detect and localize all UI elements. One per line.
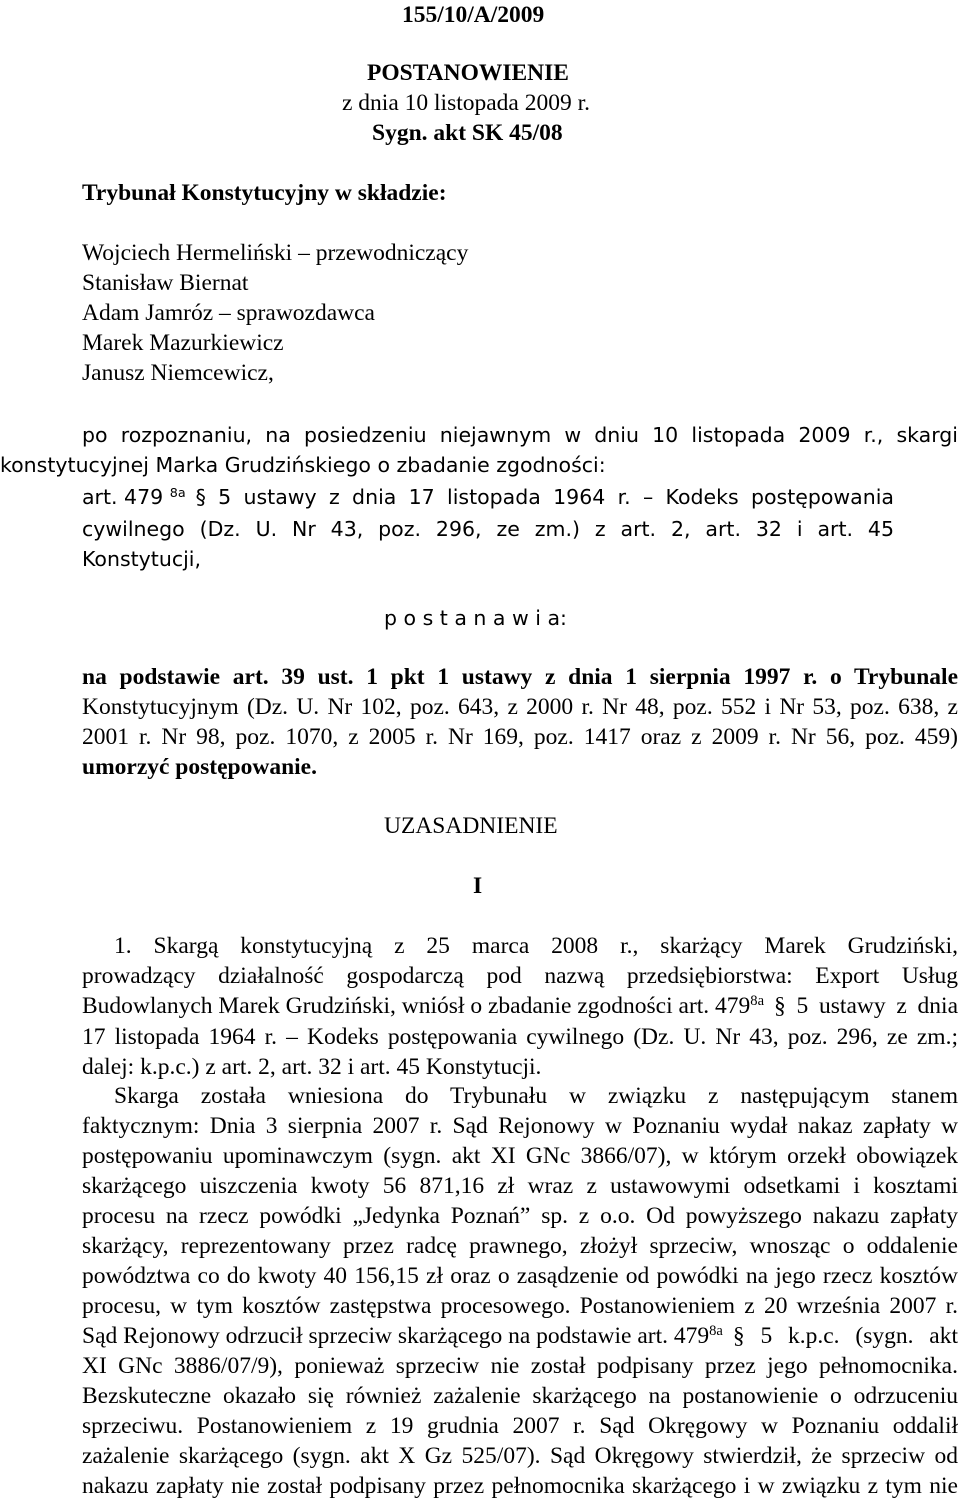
bench-member: Janusz Niemcewicz, <box>82 360 274 386</box>
section-number: I <box>473 873 483 899</box>
paragraph-line: XI GNc 3886/07/9), ponieważ sprzeciw nie został podpisany przez jego pełnomocnika. <box>82 1353 958 1379</box>
paragraph-line-with-superscript <box>82 1323 958 1350</box>
decision-conclusion: umorzyć postępowanie. <box>82 754 317 780</box>
paragraph-line: postępowaniu upominawczym (sygn. akt XI GNc 3866/07), w którym orzekł obowiązek <box>82 1143 958 1169</box>
paragraph-line: powództwa co do kwoty 40 156,15 zł oraz o zasądzenie od powódki na jego rzecz kosztów <box>82 1263 958 1289</box>
decision-line: na podstawie art. 39 ust. 1 pkt 1 ustawy z dnia 1 sierpnia 1997 r. o Trybunale <box>82 664 958 690</box>
paragraph-line: 17 listopada 1964 r. – Kodeks postępowania cywilnego (Dz. U. Nr 43, poz. 296, ze zm.; <box>82 1024 958 1050</box>
bench-member: Stanisław Biernat <box>82 270 249 296</box>
paragraph-line: procesu, w tym kosztów zastępstwa procesowego. Postanowieniem z 20 września 2007 r. <box>82 1293 958 1319</box>
consideration-line: po rozpoznaniu, na posiedzeniu niejawnym w dniu 10 listopada 2009 r., skargi <box>82 423 958 447</box>
article-reference: Budowlanych Marek Grudziński, wniósł o zbadanie zgodności art. $479^{8a}$ <box>82 993 765 1019</box>
case-reference: 155/10/A/2009 <box>402 2 545 28</box>
paragraph-line: faktycznym: Dnia 3 sierpnia 2007 r. Sąd Rejonowy w Poznaniu wydał nakaz zapłaty w <box>82 1113 958 1139</box>
paragraph-line: sprzeciwu. Postanowieniem z 19 grudnia 2007 r. Sąd Okręgowy w Poznaniu oddalił <box>82 1413 958 1439</box>
justification-heading: UZASADNIENIE <box>384 813 558 839</box>
paragraph-line: skarżącego uiszczenia kwoty 56 871,16 zł wraz z ustawowymi odsetkami i kosztami <box>82 1173 958 1199</box>
bench-member: Marek Mazurkiewicz <box>82 330 284 356</box>
consideration-article-line <box>82 485 894 509</box>
article-continuation: § 5 ustawy z dnia 17 listopada 1964 r. – Kodeks postępowania <box>195 485 894 509</box>
paragraph-line: procesu na rzecz powódki „Jedynka Poznań” sp. z o.o. Od powyższego nakazu zapłaty <box>82 1203 958 1229</box>
paragraph-line: Bezskuteczne okazało się również zażalenie skarżącego na postanowienie o odrzuceniu <box>82 1383 958 1409</box>
paragraph-line: nakazu zapłaty nie został podpisany przez pełnomocnika skarżącego i w związku z tym nie <box>82 1473 958 1499</box>
bench-member: Adam Jamróz – sprawozdawca <box>82 300 375 326</box>
article-continuation: § 5 k.p.c. (sygn. akt <box>732 1323 958 1349</box>
document-title: POSTANOWIENIE <box>367 60 569 86</box>
paragraph-line: skarżący, reprezentowany przez radcę prawnego, złożył sprzeciw, wnosząc o oddalenie <box>82 1233 958 1259</box>
document-date: z dnia 10 listopada 2009 r. <box>342 90 591 116</box>
paragraph-line-with-superscript <box>82 993 958 1020</box>
article-reference: art. 479 $^{8a}$ <box>82 485 186 509</box>
bench-member: Wojciech Hermeliński – przewodniczący <box>82 240 469 266</box>
paragraph-line: dalej: k.p.c.) z art. 2, art. 32 i art. 45 Konstytucji. <box>82 1054 542 1080</box>
consideration-line: cywilnego (Dz. U. Nr 43, poz. 296, ze zm.) z art. 2, art. 32 i art. 45 <box>82 517 894 541</box>
paragraph-line: 1. Skargą konstytucyjną z 25 marca 2008 r., skarżący Marek Grudziński, <box>114 933 958 959</box>
paragraph-line: prowadzący działalność gospodarczą pod nazwą przedsiębiorstwa: Export Usług <box>82 963 958 989</box>
decision-line: Konstytucyjnym (Dz. U. Nr 102, poz. 643, z 2000 r. Nr 48, poz. 552 i Nr 53, poz. 638, z <box>82 694 958 720</box>
paragraph-line: Skarga została wniesiona do Trybunału w związku z następującym stanem <box>114 1083 958 1109</box>
consideration-line: konstytucyjnej Marka Grudzińskiego o zbadanie zgodności: <box>0 453 606 477</box>
article-reference: Sąd Rejonowy odrzucił sprzeciw skarżącego na podstawie art. $479^{8a}$ <box>82 1323 723 1349</box>
article-continuation: § 5 ustawy z dnia <box>774 993 958 1019</box>
bench-heading: Trybunał Konstytucyjny w składzie: <box>82 180 447 206</box>
resolves-heading: p o s t a n a w i a: <box>384 606 567 630</box>
decision-line: 2001 r. Nr 98, poz. 1070, z 2005 r. Nr 169, poz. 1417 oraz z 2009 r. Nr 56, poz. 459) <box>82 724 958 750</box>
paragraph-line: zażalenie skarżącego (sygn. akt X Gz 525/07). Sąd Okręgowy stwierdził, że sprzeciw od <box>82 1443 958 1469</box>
consideration-line: Konstytucji, <box>82 547 202 571</box>
case-signature: Sygn. akt SK 45/08 <box>372 120 563 146</box>
